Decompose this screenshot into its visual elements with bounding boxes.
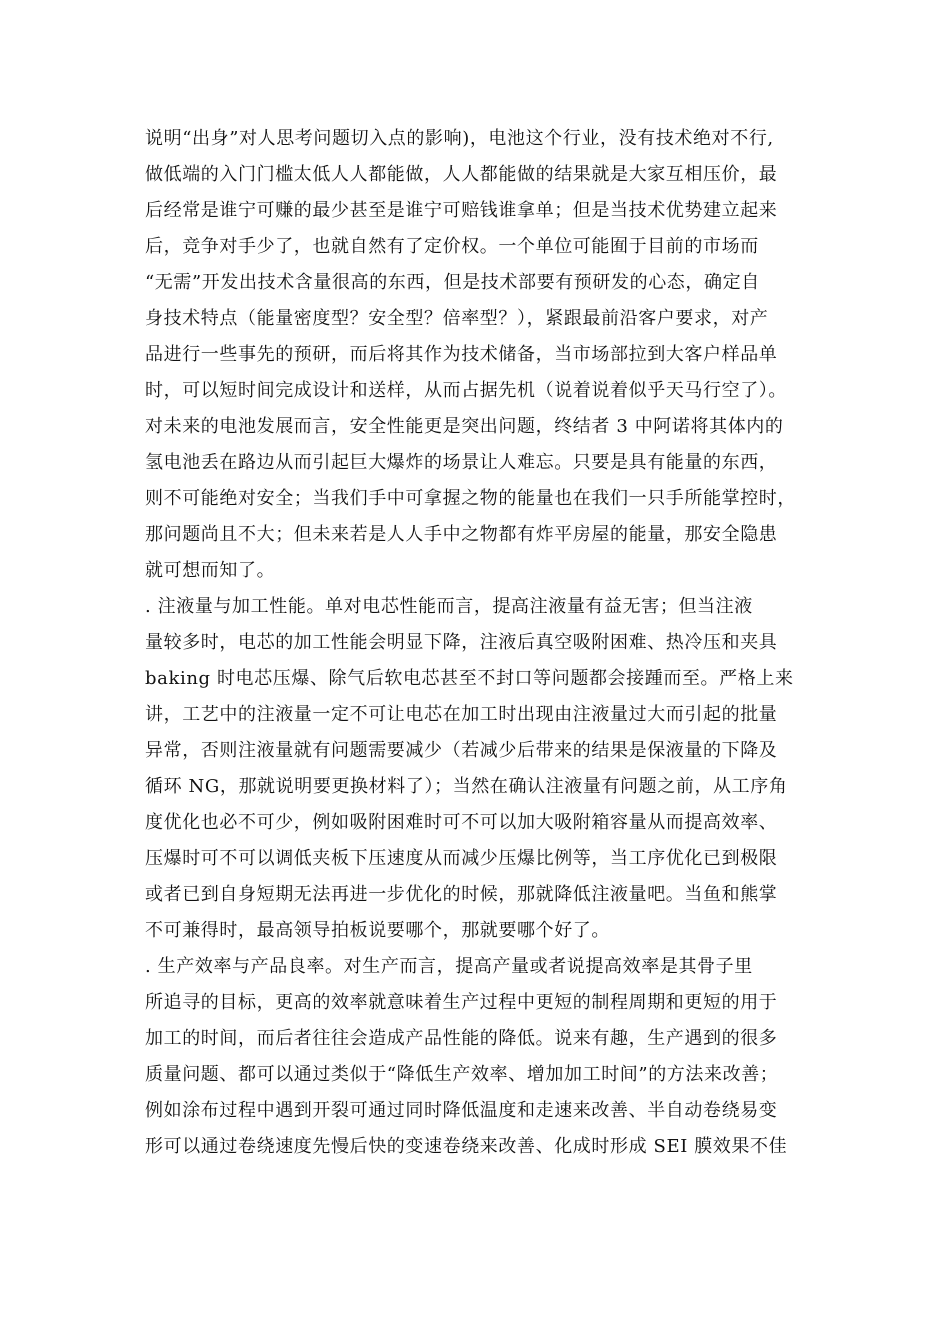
text-line: 例如涂布过程中遇到开裂可通过同时降低温度和走速来改善、半自动卷绕易变 — [145, 1100, 778, 1121]
text-line: 量较多时，电芯的加工性能会明显下降，注液后真空吸附困难、热冷压和夹具 — [145, 632, 778, 653]
text-line: 或者已到自身短期无法再进一步优化的时候，那就降低注液量吧。当鱼和熊掌 — [145, 884, 778, 905]
text-line: 后，竞争对手少了，也就自然有了定价权。一个单位可能囿于目前的市场而 — [145, 236, 759, 257]
text-line: “无需”开发出技术含量很高的东西，但是技术部要有预研发的心态，确定自 — [145, 272, 760, 293]
text-line: 做低端的入门门槛太低人人都能做，人人都能做的结果就是大家互相压价，最 — [145, 164, 778, 185]
text-line: . 生产效率与产品良率。对生产而言，提高产量或者说提高效率是其骨子里 — [145, 956, 753, 977]
text-line: 不可兼得时，最高领导拍板说要哪个，那就要哪个好了。 — [145, 920, 610, 941]
text-line: 后经常是谁宁可赚的最少甚至是谁宁可赔钱谁拿单；但是当技术优势建立起来 — [145, 200, 778, 221]
text-line: 讲，工艺中的注液量一定不可让电芯在加工时出现由注液量过大而引起的批量 — [145, 704, 778, 725]
text-line: 品进行一些事先的预研，而后将其作为技术储备，当市场部拉到大客户样品单 — [145, 344, 778, 365]
text-line: 说明“出身”对人思考问题切入点的影响)，电池这个行业，没有技术绝对不行, — [145, 128, 774, 149]
text-line: 则不可能绝对安全；当我们手中可拿握之物的能量也在我们一只手所能掌控时， — [145, 488, 796, 509]
text-line: 身技术特点（能量密度型？安全型？倍率型？），紧跟最前沿客户要求，对产 — [145, 308, 769, 329]
text-line: baking 时电芯压爆、除气后软电芯甚至不封口等问题都会接踵而至。严格上来 — [145, 668, 794, 689]
text-line: 压爆时可不可以调低夹板下压速度从而减少压爆比例等，当工序优化已到极限 — [145, 848, 778, 869]
text-line: 所追寻的目标，更高的效率就意味着生产过程中更短的制程周期和更短的用于 — [145, 992, 778, 1013]
text-line: 时，可以短时间完成设计和送样，从而占据先机（说着说着似乎天马行空了）。 — [145, 380, 787, 401]
text-line: 度优化也必不可少，例如吸附困难时可不可以加大吸附箱容量从而提高效率、 — [145, 812, 778, 833]
text-line: 异常，否则注液量就有问题需要减少（若减少后带来的结果是保液量的下降及 — [145, 740, 778, 761]
text-line: 加工的时间，而后者往往会造成产品性能的降低。说来有趣，生产遇到的很多 — [145, 1028, 778, 1049]
text-line: 循环 NG，那就说明要更换材料了）；当然在确认注液量有问题之前，从工序角 — [145, 776, 788, 797]
text-line: 氢电池丢在路边从而引起巨大爆炸的场景让人难忘。只要是具有能量的东西， — [145, 452, 778, 473]
text-line: 那问题尚且不大；但未来若是人人手中之物都有炸平房屋的能量，那安全隐患 — [145, 524, 778, 545]
text-line: 就可想而知了。 — [145, 560, 276, 581]
text-line: . 注液量与加工性能。单对电芯性能而言，提高注液量有益无害；但当注液 — [145, 596, 753, 617]
text-line: 对未来的电池发展而言，安全性能更是突出问题，终结者 3 中阿诺将其体内的 — [145, 416, 784, 437]
text-line: 质量问题、都可以通过类似于“降低生产效率、增加加工时间”的方法来改善； — [145, 1064, 779, 1085]
text-line: 形可以通过卷绕速度先慢后快的变速卷绕来改善、化成时形成 SEI 膜效果不佳 — [145, 1136, 788, 1157]
